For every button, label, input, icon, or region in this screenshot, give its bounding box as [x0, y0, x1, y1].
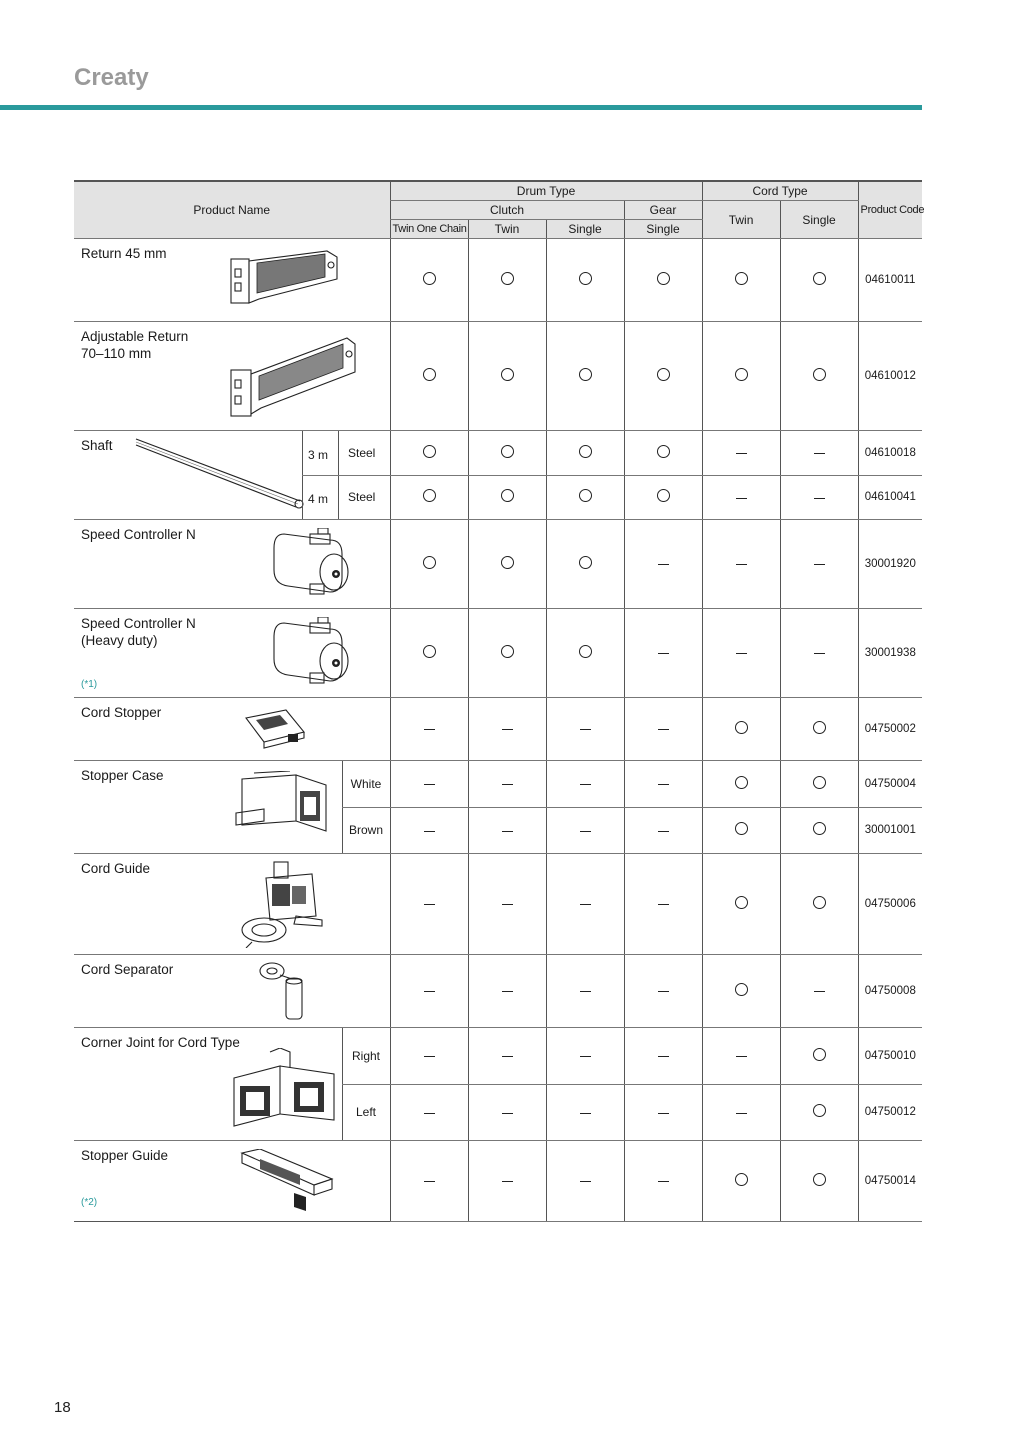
compat-clutch-twin: [468, 475, 546, 520]
product-code: 04610012: [858, 322, 922, 431]
compatible-circle-icon: [735, 896, 748, 909]
not-applicable-dash-icon: [502, 991, 513, 992]
product-name-cell: [74, 239, 390, 322]
header-cord-type: Cord Type: [702, 181, 858, 201]
product-code: 04750010: [858, 1028, 922, 1085]
compat-clutch-twin: [468, 239, 546, 322]
compatible-circle-icon: [735, 721, 748, 734]
not-applicable-dash-icon: [658, 784, 669, 785]
product-code: 04610011: [858, 239, 922, 322]
compatible-circle-icon: [657, 489, 670, 502]
compat-cord-single: [780, 431, 858, 476]
not-applicable-dash-icon: [502, 1056, 513, 1057]
product-name: Cord Separator: [81, 962, 174, 977]
compat-cord-twin: [702, 239, 780, 322]
variant-row-divider: [302, 475, 390, 476]
not-applicable-dash-icon: [424, 1056, 435, 1057]
compatible-circle-icon: [813, 1048, 826, 1061]
not-applicable-dash-icon: [658, 1181, 669, 1182]
product-code: 30001938: [858, 609, 922, 698]
compatible-circle-icon: [423, 489, 436, 502]
not-applicable-dash-icon: [580, 904, 591, 905]
compat-gear-single: [624, 1141, 702, 1222]
variant-label: Brown: [348, 823, 383, 837]
compat-cord-twin: [702, 807, 780, 854]
compat-gear-single: [624, 239, 702, 322]
not-applicable-dash-icon: [580, 831, 591, 832]
header-cord-twin: Twin: [702, 201, 780, 239]
table-bottom-rule: [74, 1222, 922, 1223]
not-applicable-dash-icon: [814, 991, 825, 992]
compat-twin-one-chain: [390, 520, 468, 609]
compat-cord-single: [780, 761, 858, 808]
product-code: 04610018: [858, 431, 922, 476]
product-name-cell: [74, 761, 390, 854]
compat-clutch-single: [546, 1084, 624, 1141]
shaft-material: Steel: [348, 490, 376, 504]
not-applicable-dash-icon: [424, 831, 435, 832]
compat-clutch-single: [546, 698, 624, 761]
compat-clutch-single: [546, 239, 624, 322]
compat-twin-one-chain: [390, 1141, 468, 1222]
compat-cord-twin: [702, 854, 780, 955]
table-row: [74, 955, 922, 1028]
compat-gear-single: [624, 431, 702, 476]
not-applicable-dash-icon: [502, 904, 513, 905]
compat-gear-single: [624, 761, 702, 808]
not-applicable-dash-icon: [580, 729, 591, 730]
compat-twin-one-chain: [390, 761, 468, 808]
table-row: [74, 854, 922, 955]
compat-twin-one-chain: [390, 807, 468, 854]
product-code: 04750004: [858, 761, 922, 808]
header-twin-one-chain: Twin One Chain: [390, 220, 468, 239]
header-cord-single: Single: [780, 201, 858, 239]
product-name-cell: [74, 520, 390, 609]
footnote-ref: (*1): [81, 679, 98, 690]
header-rule: [0, 105, 922, 110]
table-row: [74, 609, 922, 698]
compatible-circle-icon: [813, 776, 826, 789]
not-applicable-dash-icon: [424, 904, 435, 905]
not-applicable-dash-icon: [658, 729, 669, 730]
not-applicable-dash-icon: [814, 498, 825, 499]
compat-clutch-single: [546, 761, 624, 808]
header-product-name: Product Name: [74, 181, 390, 239]
not-applicable-dash-icon: [658, 653, 669, 654]
compat-cord-single: [780, 609, 858, 698]
compat-cord-single: [780, 1028, 858, 1085]
compat-gear-single: [624, 807, 702, 854]
footnote-ref: (*2): [81, 1197, 98, 1208]
not-applicable-dash-icon: [736, 1056, 747, 1057]
cord-stopper-icon: [244, 706, 308, 753]
compat-twin-one-chain: [390, 1084, 468, 1141]
return-bracket-icon: [229, 249, 341, 314]
compat-cord-twin: [702, 1141, 780, 1222]
compatible-circle-icon: [735, 1173, 748, 1186]
compat-cord-single: [780, 854, 858, 955]
not-applicable-dash-icon: [424, 784, 435, 785]
variant-label: Left: [355, 1105, 376, 1119]
compat-cord-single: [780, 520, 858, 609]
compat-clutch-twin: [468, 1028, 546, 1085]
header-clutch: Clutch: [390, 201, 624, 220]
not-applicable-dash-icon: [658, 831, 669, 832]
compat-cord-single: [780, 698, 858, 761]
stopper-case-icon: [234, 771, 332, 840]
compat-clutch-twin: [468, 1084, 546, 1141]
product-name-cell: [74, 1028, 390, 1141]
page-number: 18: [54, 1399, 71, 1416]
compatible-circle-icon: [423, 272, 436, 285]
cord-guide-icon: [236, 860, 328, 951]
compat-twin-one-chain: [390, 322, 468, 431]
compat-cord-twin: [702, 1028, 780, 1085]
compat-cord-single: [780, 322, 858, 431]
not-applicable-dash-icon: [424, 1181, 435, 1182]
compatible-circle-icon: [813, 822, 826, 835]
not-applicable-dash-icon: [658, 904, 669, 905]
not-applicable-dash-icon: [424, 1113, 435, 1114]
product-code: 04750002: [858, 698, 922, 761]
compat-clutch-twin: [468, 431, 546, 476]
compat-clutch-twin: [468, 955, 546, 1028]
header-gear-single: Single: [624, 220, 702, 239]
compatible-circle-icon: [735, 822, 748, 835]
not-applicable-dash-icon: [580, 1181, 591, 1182]
not-applicable-dash-icon: [424, 729, 435, 730]
product-code: 04610041: [858, 475, 922, 520]
table-row: [74, 520, 922, 609]
not-applicable-dash-icon: [658, 991, 669, 992]
compatible-circle-icon: [735, 776, 748, 789]
compat-cord-twin: [702, 431, 780, 476]
compat-clutch-twin: [468, 698, 546, 761]
product-name-cell: [74, 955, 390, 1028]
not-applicable-dash-icon: [736, 453, 747, 454]
variant-label: White: [350, 777, 382, 791]
product-name: Cord Guide: [81, 861, 151, 876]
stopper-guide-icon: [240, 1149, 336, 1218]
not-applicable-dash-icon: [502, 784, 513, 785]
compatible-circle-icon: [813, 272, 826, 285]
product-name: Corner Joint for Cord Type: [81, 1035, 240, 1050]
compatible-circle-icon: [501, 272, 514, 285]
compatible-circle-icon: [423, 368, 436, 381]
compat-cord-single: [780, 1084, 858, 1141]
compat-cord-single: [780, 1141, 858, 1222]
compat-cord-single: [780, 955, 858, 1028]
table-row: [74, 322, 922, 431]
compat-clutch-twin: [468, 807, 546, 854]
table-row: [74, 1141, 922, 1222]
compat-gear-single: [624, 1028, 702, 1085]
compatible-circle-icon: [813, 1173, 826, 1186]
compatible-circle-icon: [579, 489, 592, 502]
not-applicable-dash-icon: [736, 564, 747, 565]
header-product-code: Product Code: [858, 181, 922, 239]
table-row: [74, 239, 922, 322]
not-applicable-dash-icon: [502, 831, 513, 832]
compat-cord-twin: [702, 609, 780, 698]
not-applicable-dash-icon: [736, 653, 747, 654]
compat-cord-twin: [702, 520, 780, 609]
compat-twin-one-chain: [390, 239, 468, 322]
not-applicable-dash-icon: [580, 991, 591, 992]
not-applicable-dash-icon: [658, 1113, 669, 1114]
compat-twin-one-chain: [390, 431, 468, 476]
compatible-circle-icon: [657, 272, 670, 285]
not-applicable-dash-icon: [424, 991, 435, 992]
product-code: 04750006: [858, 854, 922, 955]
variant-label: Right: [351, 1049, 380, 1063]
compatible-circle-icon: [423, 645, 436, 658]
compat-cord-twin: [702, 955, 780, 1028]
compat-twin-one-chain: [390, 854, 468, 955]
compatible-circle-icon: [579, 368, 592, 381]
product-code: 04750014: [858, 1141, 922, 1222]
compat-gear-single: [624, 609, 702, 698]
compatible-circle-icon: [501, 368, 514, 381]
compat-clutch-single: [546, 1141, 624, 1222]
compat-clutch-twin: [468, 761, 546, 808]
corner-joint-icon: [224, 1048, 344, 1135]
compat-cord-single: [780, 807, 858, 854]
compatible-circle-icon: [657, 445, 670, 458]
compat-twin-one-chain: [390, 698, 468, 761]
compat-gear-single: [624, 322, 702, 431]
compat-cord-single: [780, 239, 858, 322]
compatible-circle-icon: [501, 445, 514, 458]
product-name: Adjustable Return 70–110 mm: [81, 329, 189, 361]
compat-cord-single: [780, 475, 858, 520]
speed-controller-icon: [270, 528, 362, 603]
shaft-length: 3 m: [308, 448, 329, 462]
compat-gear-single: [624, 1084, 702, 1141]
product-name-cell: [74, 854, 390, 955]
not-applicable-dash-icon: [502, 1181, 513, 1182]
compatible-circle-icon: [579, 645, 592, 658]
compatible-circle-icon: [423, 445, 436, 458]
product-name: Shaft: [81, 438, 113, 453]
table-row: [74, 431, 922, 476]
compat-cord-twin: [702, 475, 780, 520]
not-applicable-dash-icon: [814, 653, 825, 654]
product-name-cell: [74, 1141, 390, 1222]
not-applicable-dash-icon: [658, 1056, 669, 1057]
compatible-circle-icon: [813, 896, 826, 909]
product-name-cell: [74, 431, 390, 520]
compat-clutch-single: [546, 854, 624, 955]
product-code: 30001001: [858, 807, 922, 854]
variant-row-divider: [342, 1084, 390, 1085]
not-applicable-dash-icon: [580, 1113, 591, 1114]
compatible-circle-icon: [501, 556, 514, 569]
product-table: [74, 180, 925, 1222]
compatible-circle-icon: [501, 489, 514, 502]
shaft-length: 4 m: [308, 492, 329, 506]
compat-clutch-single: [546, 955, 624, 1028]
compat-gear-single: [624, 854, 702, 955]
compat-clutch-twin: [468, 520, 546, 609]
compatible-circle-icon: [579, 556, 592, 569]
table-row: [74, 698, 922, 761]
compat-cord-twin: [702, 698, 780, 761]
compatible-circle-icon: [735, 272, 748, 285]
shaft-material: Steel: [348, 446, 376, 460]
compat-twin-one-chain: [390, 1028, 468, 1085]
compatible-circle-icon: [423, 556, 436, 569]
table-row: [74, 1028, 922, 1085]
product-name: Speed Controller N: [81, 527, 196, 542]
compat-gear-single: [624, 475, 702, 520]
compat-clutch-single: [546, 322, 624, 431]
compat-clutch-twin: [468, 1141, 546, 1222]
not-applicable-dash-icon: [658, 564, 669, 565]
not-applicable-dash-icon: [502, 1113, 513, 1114]
variant-row-divider: [342, 807, 390, 808]
header-drum-type: Drum Type: [390, 181, 702, 201]
product-code: 04750012: [858, 1084, 922, 1141]
product-name: Cord Stopper: [81, 705, 162, 720]
compat-clutch-single: [546, 1028, 624, 1085]
not-applicable-dash-icon: [502, 729, 513, 730]
compatible-circle-icon: [501, 645, 514, 658]
product-code: 04750008: [858, 955, 922, 1028]
compat-gear-single: [624, 698, 702, 761]
compat-clutch-single: [546, 520, 624, 609]
compat-cord-twin: [702, 322, 780, 431]
not-applicable-dash-icon: [814, 564, 825, 565]
compat-clutch-single: [546, 609, 624, 698]
compatible-circle-icon: [579, 272, 592, 285]
compat-twin-one-chain: [390, 955, 468, 1028]
compatible-circle-icon: [657, 368, 670, 381]
compatible-circle-icon: [813, 1104, 826, 1117]
compatible-circle-icon: [735, 368, 748, 381]
compat-clutch-twin: [468, 854, 546, 955]
compat-cord-twin: [702, 761, 780, 808]
compatible-circle-icon: [579, 445, 592, 458]
brand-title: Creaty: [74, 64, 149, 91]
compat-clutch-twin: [468, 322, 546, 431]
not-applicable-dash-icon: [814, 453, 825, 454]
table-row: [74, 761, 922, 808]
product-code: 30001920: [858, 520, 922, 609]
adjustable-return-icon: [229, 334, 357, 423]
product-name: Stopper Guide: [81, 1148, 169, 1163]
compat-gear-single: [624, 520, 702, 609]
compatible-circle-icon: [813, 368, 826, 381]
header-clutch-twin: Twin: [468, 220, 546, 239]
cord-separator-icon: [258, 961, 306, 1024]
not-applicable-dash-icon: [580, 1056, 591, 1057]
shaft-icon: [132, 435, 312, 514]
product-name-cell: [74, 698, 390, 761]
compat-clutch-single: [546, 475, 624, 520]
product-name: Speed Controller N (Heavy duty): [81, 616, 196, 648]
compatible-circle-icon: [813, 721, 826, 734]
compat-clutch-single: [546, 807, 624, 854]
header-gear: Gear: [624, 201, 702, 220]
speed-controller-icon: [270, 617, 362, 692]
compat-twin-one-chain: [390, 475, 468, 520]
product-name-cell: [74, 322, 390, 431]
not-applicable-dash-icon: [736, 1113, 747, 1114]
not-applicable-dash-icon: [736, 498, 747, 499]
compat-clutch-single: [546, 431, 624, 476]
compat-twin-one-chain: [390, 609, 468, 698]
header-clutch-single: Single: [546, 220, 624, 239]
compat-clutch-twin: [468, 609, 546, 698]
product-name-cell: [74, 609, 390, 698]
product-name: Stopper Case: [81, 768, 164, 783]
compatible-circle-icon: [735, 983, 748, 996]
product-name: Return 45 mm: [81, 246, 167, 261]
compat-cord-twin: [702, 1084, 780, 1141]
not-applicable-dash-icon: [580, 784, 591, 785]
compat-gear-single: [624, 955, 702, 1028]
